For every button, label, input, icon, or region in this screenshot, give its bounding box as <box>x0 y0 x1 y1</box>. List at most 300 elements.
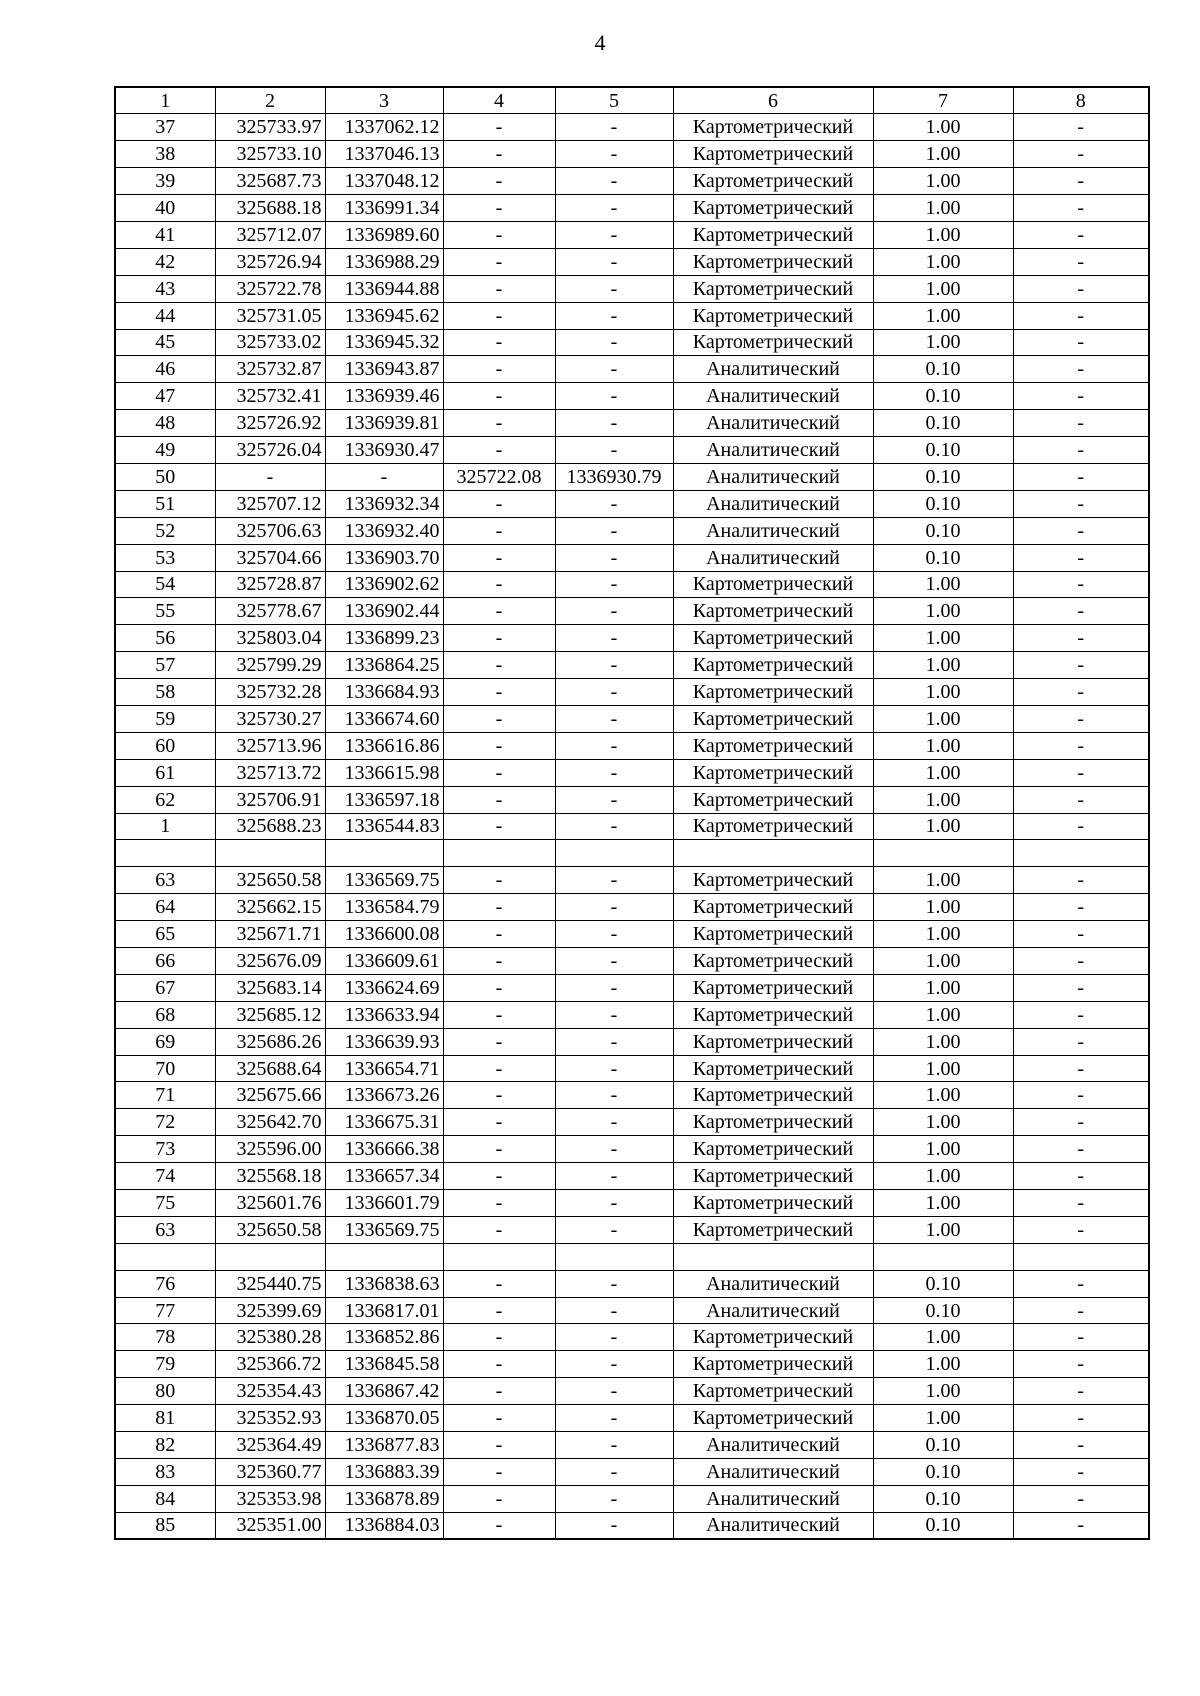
new-x-cell: - <box>443 786 555 813</box>
method-cell: Аналитический <box>673 517 873 544</box>
x-coordinate-cell: 325713.96 <box>215 732 325 759</box>
new-x-cell: - <box>443 1297 555 1324</box>
table-row <box>115 410 1149 437</box>
point-number-cell: 63 <box>115 1216 215 1243</box>
x-coordinate-cell: 325601.76 <box>215 1190 325 1217</box>
note-cell: - <box>1013 195 1149 222</box>
method-cell: Картометрический <box>673 974 873 1001</box>
x-coordinate-cell: 325353.98 <box>215 1485 325 1512</box>
x-coordinate-cell: 325707.12 <box>215 490 325 517</box>
new-x-cell: - <box>443 544 555 571</box>
note-cell: - <box>1013 921 1149 948</box>
table-row <box>115 168 1149 195</box>
accuracy-cell: 1.00 <box>873 598 1013 625</box>
y-coordinate-cell: 1336877.83 <box>325 1432 443 1459</box>
method-cell: Картометрический <box>673 1216 873 1243</box>
y-coordinate-cell: 1336903.70 <box>325 544 443 571</box>
x-coordinate-cell: 325733.10 <box>215 141 325 168</box>
new-y-cell: - <box>555 1297 673 1324</box>
point-number-cell: 53 <box>115 544 215 571</box>
point-number-cell: 48 <box>115 410 215 437</box>
new-x-cell <box>443 1243 555 1270</box>
point-number-cell: 67 <box>115 974 215 1001</box>
accuracy-cell: 1.00 <box>873 759 1013 786</box>
method-cell: Картометрический <box>673 813 873 840</box>
new-y-cell: - <box>555 948 673 975</box>
new-x-cell: - <box>443 948 555 975</box>
table-row <box>115 679 1149 706</box>
table-row <box>115 1028 1149 1055</box>
point-number-cell: 56 <box>115 625 215 652</box>
note-cell: - <box>1013 1297 1149 1324</box>
new-y-cell: - <box>555 302 673 329</box>
note-cell: - <box>1013 302 1149 329</box>
point-number-cell: 66 <box>115 948 215 975</box>
new-x-cell: - <box>443 1324 555 1351</box>
method-cell: Картометрический <box>673 1028 873 1055</box>
table-row <box>115 921 1149 948</box>
new-y-cell: - <box>555 517 673 544</box>
column-header: 7 <box>873 87 1013 114</box>
point-number-cell: 76 <box>115 1270 215 1297</box>
x-coordinate-cell: 325352.93 <box>215 1405 325 1432</box>
x-coordinate-cell: 325687.73 <box>215 168 325 195</box>
point-number-cell: 79 <box>115 1351 215 1378</box>
point-number-cell: 60 <box>115 732 215 759</box>
new-x-cell: - <box>443 894 555 921</box>
x-coordinate-cell: 325726.04 <box>215 437 325 464</box>
table-row <box>115 1243 1149 1270</box>
table-row <box>115 1082 1149 1109</box>
coordinates-table <box>114 86 1150 1540</box>
new-y-cell: - <box>555 221 673 248</box>
y-coordinate-cell: 1336864.25 <box>325 652 443 679</box>
y-coordinate-cell: 1336988.29 <box>325 248 443 275</box>
method-cell: Аналитический <box>673 1297 873 1324</box>
point-number-cell: 82 <box>115 1432 215 1459</box>
new-x-cell: - <box>443 1028 555 1055</box>
table-row <box>115 463 1149 490</box>
note-cell: - <box>1013 275 1149 302</box>
accuracy-cell: 1.00 <box>873 141 1013 168</box>
new-y-cell: - <box>555 1055 673 1082</box>
new-x-cell: - <box>443 490 555 517</box>
new-y-cell: - <box>555 813 673 840</box>
point-number-cell: 46 <box>115 356 215 383</box>
y-coordinate-cell: 1336674.60 <box>325 705 443 732</box>
new-y-cell: - <box>555 571 673 598</box>
point-number-cell: 40 <box>115 195 215 222</box>
y-coordinate-cell: 1336666.38 <box>325 1136 443 1163</box>
note-cell <box>1013 1243 1149 1270</box>
new-x-cell: - <box>443 1351 555 1378</box>
y-coordinate-cell: 1336991.34 <box>325 195 443 222</box>
accuracy-cell: 1.00 <box>873 1190 1013 1217</box>
method-cell: Картометрический <box>673 571 873 598</box>
accuracy-cell: 1.00 <box>873 679 1013 706</box>
accuracy-cell: 1.00 <box>873 705 1013 732</box>
accuracy-cell: 1.00 <box>873 813 1013 840</box>
new-y-cell: - <box>555 1485 673 1512</box>
new-x-cell: - <box>443 1136 555 1163</box>
table-row <box>115 598 1149 625</box>
table-row <box>115 141 1149 168</box>
table-row <box>115 1190 1149 1217</box>
new-x-cell: - <box>443 1432 555 1459</box>
x-coordinate-cell: 325732.87 <box>215 356 325 383</box>
y-coordinate-cell: 1336852.86 <box>325 1324 443 1351</box>
method-cell: Аналитический <box>673 356 873 383</box>
method-cell: Картометрический <box>673 329 873 356</box>
y-coordinate-cell: 1336569.75 <box>325 1216 443 1243</box>
table-row <box>115 813 1149 840</box>
new-x-cell: - <box>443 1055 555 1082</box>
new-y-cell: - <box>555 759 673 786</box>
accuracy-cell: 1.00 <box>873 1378 1013 1405</box>
accuracy-cell: 0.10 <box>873 1485 1013 1512</box>
note-cell: - <box>1013 571 1149 598</box>
new-y-cell: - <box>555 679 673 706</box>
method-cell: Картометрический <box>673 1163 873 1190</box>
table-row <box>115 1405 1149 1432</box>
method-cell: Картометрический <box>673 1109 873 1136</box>
new-x-cell <box>443 840 555 867</box>
x-coordinate-cell: 325803.04 <box>215 625 325 652</box>
note-cell: - <box>1013 1001 1149 1028</box>
new-x-cell: - <box>443 1512 555 1539</box>
y-coordinate-cell: 1336817.01 <box>325 1297 443 1324</box>
accuracy-cell: 1.00 <box>873 1216 1013 1243</box>
accuracy-cell: 0.10 <box>873 1270 1013 1297</box>
point-number-cell: 1 <box>115 813 215 840</box>
table-row <box>115 248 1149 275</box>
method-cell: Аналитический <box>673 383 873 410</box>
x-coordinate-cell: 325733.02 <box>215 329 325 356</box>
note-cell <box>1013 840 1149 867</box>
note-cell: - <box>1013 1082 1149 1109</box>
column-header: 8 <box>1013 87 1149 114</box>
accuracy-cell: 1.00 <box>873 302 1013 329</box>
note-cell: - <box>1013 410 1149 437</box>
point-number-cell: 45 <box>115 329 215 356</box>
new-y-cell: - <box>555 329 673 356</box>
note-cell: - <box>1013 813 1149 840</box>
note-cell: - <box>1013 463 1149 490</box>
method-cell: Картометрический <box>673 921 873 948</box>
column-header: 6 <box>673 87 873 114</box>
point-number-cell: 39 <box>115 168 215 195</box>
note-cell: - <box>1013 705 1149 732</box>
method-cell: Картометрический <box>673 168 873 195</box>
y-coordinate-cell: 1336597.18 <box>325 786 443 813</box>
y-coordinate-cell: 1336584.79 <box>325 894 443 921</box>
y-coordinate-cell: 1336654.71 <box>325 1055 443 1082</box>
table-row <box>115 1216 1149 1243</box>
accuracy-cell: 1.00 <box>873 1351 1013 1378</box>
new-x-cell: - <box>443 921 555 948</box>
accuracy-cell: 1.00 <box>873 1324 1013 1351</box>
point-number-cell: 75 <box>115 1190 215 1217</box>
new-y-cell: - <box>555 894 673 921</box>
accuracy-cell: 1.00 <box>873 1028 1013 1055</box>
table-body <box>115 114 1149 1539</box>
method-cell: Аналитический <box>673 1458 873 1485</box>
note-cell: - <box>1013 1512 1149 1539</box>
note-cell: - <box>1013 1432 1149 1459</box>
table-row <box>115 571 1149 598</box>
method-cell: Картометрический <box>673 679 873 706</box>
x-coordinate-cell: 325683.14 <box>215 974 325 1001</box>
x-coordinate-cell: 325685.12 <box>215 1001 325 1028</box>
y-coordinate-cell: - <box>325 463 443 490</box>
point-number-cell <box>115 840 215 867</box>
note-cell: - <box>1013 1270 1149 1297</box>
x-coordinate-cell: 325713.72 <box>215 759 325 786</box>
x-coordinate-cell: 325730.27 <box>215 705 325 732</box>
method-cell: Картометрический <box>673 1136 873 1163</box>
new-y-cell: - <box>555 1270 673 1297</box>
column-header: 5 <box>555 87 673 114</box>
table-row <box>115 1136 1149 1163</box>
note-cell: - <box>1013 1190 1149 1217</box>
new-x-cell: - <box>443 195 555 222</box>
new-x-cell: - <box>443 652 555 679</box>
y-coordinate-cell: 1336624.69 <box>325 974 443 1001</box>
method-cell: Картометрический <box>673 1001 873 1028</box>
y-coordinate-cell: 1336657.34 <box>325 1163 443 1190</box>
point-number-cell: 41 <box>115 221 215 248</box>
y-coordinate-cell: 1336884.03 <box>325 1512 443 1539</box>
method-cell: Аналитический <box>673 1432 873 1459</box>
y-coordinate-cell: 1336615.98 <box>325 759 443 786</box>
point-number-cell: 57 <box>115 652 215 679</box>
table-row <box>115 840 1149 867</box>
note-cell: - <box>1013 759 1149 786</box>
table-row <box>115 1055 1149 1082</box>
note-cell: - <box>1013 786 1149 813</box>
point-number-cell: 52 <box>115 517 215 544</box>
note-cell: - <box>1013 356 1149 383</box>
accuracy-cell: 1.00 <box>873 248 1013 275</box>
new-y-cell: - <box>555 1378 673 1405</box>
new-y-cell: - <box>555 1351 673 1378</box>
x-coordinate-cell: 325596.00 <box>215 1136 325 1163</box>
y-coordinate-cell: 1336939.46 <box>325 383 443 410</box>
point-number-cell: 71 <box>115 1082 215 1109</box>
table-row <box>115 1432 1149 1459</box>
accuracy-cell: 1.00 <box>873 1055 1013 1082</box>
note-cell: - <box>1013 490 1149 517</box>
note-cell: - <box>1013 1028 1149 1055</box>
y-coordinate-cell: 1337062.12 <box>325 114 443 141</box>
new-y-cell: - <box>555 652 673 679</box>
new-y-cell: - <box>555 544 673 571</box>
method-cell: Аналитический <box>673 1485 873 1512</box>
y-coordinate-cell: 1336601.79 <box>325 1190 443 1217</box>
y-coordinate-cell: 1336883.39 <box>325 1458 443 1485</box>
method-cell: Картометрический <box>673 1324 873 1351</box>
x-coordinate-cell: 325380.28 <box>215 1324 325 1351</box>
new-y-cell: - <box>555 974 673 1001</box>
y-coordinate-cell: 1336932.40 <box>325 517 443 544</box>
method-cell: Картометрический <box>673 652 873 679</box>
point-number-cell: 55 <box>115 598 215 625</box>
point-number-cell <box>115 1243 215 1270</box>
new-x-cell: - <box>443 302 555 329</box>
new-x-cell: - <box>443 598 555 625</box>
accuracy-cell: 1.00 <box>873 168 1013 195</box>
new-x-cell: - <box>443 1001 555 1028</box>
new-y-cell: - <box>555 921 673 948</box>
new-y-cell: - <box>555 1163 673 1190</box>
y-coordinate-cell: 1336944.88 <box>325 275 443 302</box>
y-coordinate-cell: 1336943.87 <box>325 356 443 383</box>
table-row <box>115 732 1149 759</box>
new-y-cell: - <box>555 1136 673 1163</box>
new-x-cell: - <box>443 517 555 544</box>
table-row <box>115 302 1149 329</box>
x-coordinate-cell: 325360.77 <box>215 1458 325 1485</box>
new-x-cell: - <box>443 356 555 383</box>
x-coordinate-cell: 325686.26 <box>215 1028 325 1055</box>
point-number-cell: 63 <box>115 867 215 894</box>
new-y-cell: - <box>555 786 673 813</box>
new-y-cell <box>555 840 673 867</box>
table-row <box>115 517 1149 544</box>
accuracy-cell: 1.00 <box>873 786 1013 813</box>
column-header: 4 <box>443 87 555 114</box>
y-coordinate-cell: 1336639.93 <box>325 1028 443 1055</box>
point-number-cell: 74 <box>115 1163 215 1190</box>
table-row <box>115 1512 1149 1539</box>
method-cell: Картометрический <box>673 302 873 329</box>
note-cell: - <box>1013 114 1149 141</box>
table-row <box>115 1458 1149 1485</box>
x-coordinate-cell: 325799.29 <box>215 652 325 679</box>
x-coordinate-cell: 325706.91 <box>215 786 325 813</box>
note-cell: - <box>1013 974 1149 1001</box>
new-x-cell: - <box>443 410 555 437</box>
y-coordinate-cell: 1336616.86 <box>325 732 443 759</box>
method-cell: Аналитический <box>673 463 873 490</box>
table-row <box>115 490 1149 517</box>
new-x-cell: - <box>443 1163 555 1190</box>
new-x-cell: - <box>443 679 555 706</box>
note-cell: - <box>1013 894 1149 921</box>
x-coordinate-cell: 325688.64 <box>215 1055 325 1082</box>
new-y-cell: - <box>555 114 673 141</box>
new-x-cell: - <box>443 1458 555 1485</box>
new-x-cell: - <box>443 705 555 732</box>
new-y-cell: - <box>555 625 673 652</box>
new-y-cell: - <box>555 1028 673 1055</box>
table-row <box>115 894 1149 921</box>
y-coordinate-cell: 1336838.63 <box>325 1270 443 1297</box>
accuracy-cell: 1.00 <box>873 948 1013 975</box>
point-number-cell: 81 <box>115 1405 215 1432</box>
new-x-cell: - <box>443 732 555 759</box>
accuracy-cell: 1.00 <box>873 221 1013 248</box>
accuracy-cell: 0.10 <box>873 356 1013 383</box>
note-cell: - <box>1013 1405 1149 1432</box>
table-row <box>115 1378 1149 1405</box>
point-number-cell: 62 <box>115 786 215 813</box>
accuracy-cell: 1.00 <box>873 329 1013 356</box>
accuracy-cell: 1.00 <box>873 974 1013 1001</box>
new-y-cell: 1336930.79 <box>555 463 673 490</box>
note-cell: - <box>1013 1351 1149 1378</box>
method-cell: Картометрический <box>673 625 873 652</box>
point-number-cell: 84 <box>115 1485 215 1512</box>
y-coordinate-cell: 1336633.94 <box>325 1001 443 1028</box>
new-x-cell: - <box>443 141 555 168</box>
y-coordinate-cell: 1336600.08 <box>325 921 443 948</box>
note-cell: - <box>1013 437 1149 464</box>
new-y-cell: - <box>555 867 673 894</box>
new-x-cell: - <box>443 114 555 141</box>
point-number-cell: 54 <box>115 571 215 598</box>
new-x-cell: - <box>443 329 555 356</box>
point-number-cell: 51 <box>115 490 215 517</box>
x-coordinate-cell: 325706.63 <box>215 517 325 544</box>
y-coordinate-cell: 1336878.89 <box>325 1485 443 1512</box>
note-cell: - <box>1013 517 1149 544</box>
x-coordinate-cell: 325704.66 <box>215 544 325 571</box>
y-coordinate-cell: 1336902.62 <box>325 571 443 598</box>
note-cell: - <box>1013 168 1149 195</box>
y-coordinate-cell: 1336569.75 <box>325 867 443 894</box>
x-coordinate-cell: 325726.92 <box>215 410 325 437</box>
y-coordinate-cell: 1336675.31 <box>325 1109 443 1136</box>
method-cell: Картометрический <box>673 248 873 275</box>
x-coordinate-cell <box>215 1243 325 1270</box>
new-x-cell: - <box>443 1216 555 1243</box>
y-coordinate-cell: 1336544.83 <box>325 813 443 840</box>
page-number: 4 <box>594 30 606 55</box>
accuracy-cell: 0.10 <box>873 490 1013 517</box>
x-coordinate-cell: 325733.97 <box>215 114 325 141</box>
point-number-cell: 49 <box>115 437 215 464</box>
x-coordinate-cell: 325671.71 <box>215 921 325 948</box>
x-coordinate-cell: 325675.66 <box>215 1082 325 1109</box>
column-header: 2 <box>215 87 325 114</box>
point-number-cell: 80 <box>115 1378 215 1405</box>
table-row <box>115 1485 1149 1512</box>
point-number-cell: 58 <box>115 679 215 706</box>
point-number-cell: 64 <box>115 894 215 921</box>
method-cell <box>673 1243 873 1270</box>
new-x-cell: - <box>443 1485 555 1512</box>
accuracy-cell: 0.10 <box>873 1512 1013 1539</box>
point-number-cell: 83 <box>115 1458 215 1485</box>
x-coordinate-cell: 325650.58 <box>215 1216 325 1243</box>
y-coordinate-cell <box>325 1243 443 1270</box>
new-x-cell: - <box>443 1378 555 1405</box>
method-cell: Картометрический <box>673 1082 873 1109</box>
new-x-cell: - <box>443 248 555 275</box>
method-cell: Картометрический <box>673 948 873 975</box>
y-coordinate-cell: 1336845.58 <box>325 1351 443 1378</box>
x-coordinate-cell <box>215 840 325 867</box>
table-row <box>115 275 1149 302</box>
new-y-cell: - <box>555 732 673 759</box>
accuracy-cell: 1.00 <box>873 867 1013 894</box>
accuracy-cell: 0.10 <box>873 1297 1013 1324</box>
new-x-cell: - <box>443 168 555 195</box>
note-cell: - <box>1013 141 1149 168</box>
table-row <box>115 786 1149 813</box>
point-number-cell: 50 <box>115 463 215 490</box>
